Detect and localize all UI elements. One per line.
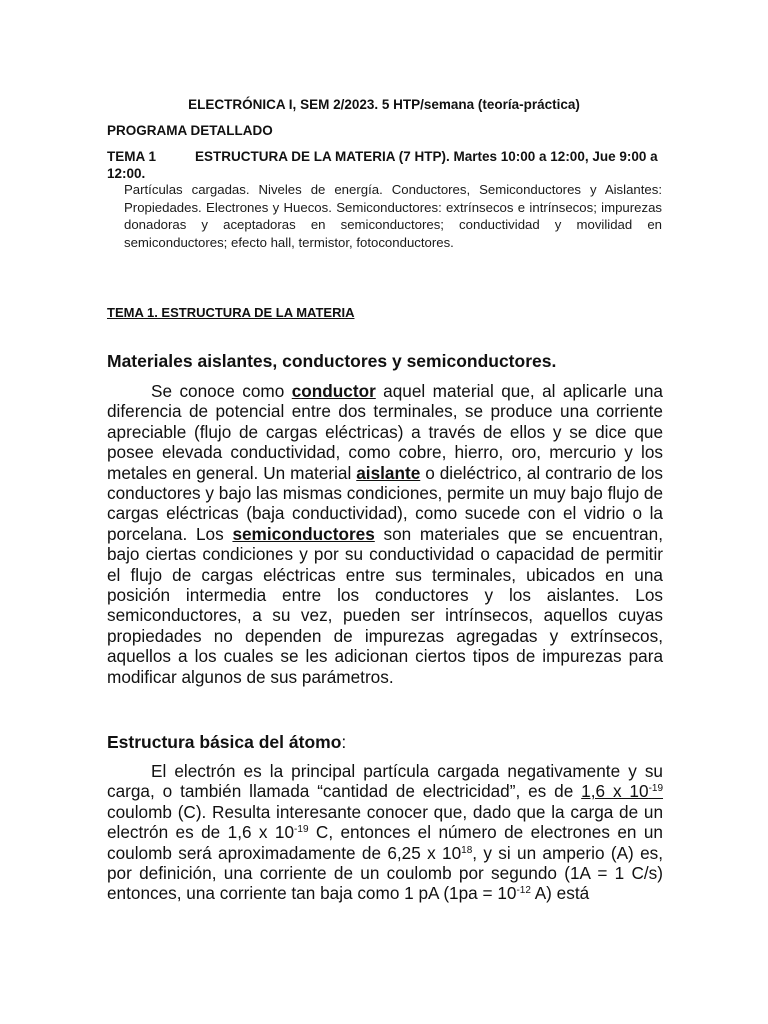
tema1-number: TEMA 1: [107, 149, 157, 164]
exponent: -19: [294, 824, 309, 836]
text-run: o dieléctrico, al contrario de los conductores y bajo las mismas condiciones, permite un muy bajo flujo de cargas eléctricas (baja conductividad), como sucede con el vidrio o la porcelana. Los: [107, 462, 664, 544]
keyword-semiconductores: semiconductores: [232, 523, 375, 544]
electron-charge-value: [581, 781, 663, 801]
keyword-aislante: aislante: [356, 462, 421, 483]
text-run: son materiales que se encuentran, bajo ciertas condiciones y por su conductividad o capacidad de permitir el flujo de cargas eléctricas entre sus terminales, ubicados en una posición intermedia entre los conductores y los aislantes. Los semiconductores, a su vez, pueden ser intrínsecos, aquellos cuyas propiedades no dependen de impurezas agregadas y extrínsecos, aquellos a los cuales se les adicionan ciertos tipos de impurezas para modificar algunos de sus parámetros.: [107, 523, 663, 687]
text-run: aquel material que, al aplicarle una diferencia de potencial entre dos terminales, se produce una corriente apreciable (flujo de cargas eléctricas) a través de ellos y se dice que posee elevada conductividad, como cobre, hierro, oro, mercurio y los metales en general. Un material: [107, 381, 663, 483]
tema1-description: Partículas cargadas. Niveles de energía. Conductores, Semiconductores y Aislantes: Propiedades. Electrones y Huecos. Semiconductores: extrínsecos e intrínsecos; impurezas donadoras y aceptadoras en semiconductores; conductividad y movilidad en semiconductores; efecto hall, termistor, fotoconductores.: [124, 182, 662, 250]
text-run: coulomb (C). Resulta interesante conocer que, dado que la carga de un electrón es de 1,6 x 10: [107, 801, 663, 843]
text-run: C, entonces el número de electrones en un coulomb será aproximadamente de 6,25 x 10: [107, 822, 663, 863]
text-run: A) está: [530, 883, 590, 904]
charge-exponent: -19: [648, 783, 664, 795]
program-label: PROGRAMA DETALLADO: [107, 123, 273, 138]
document-title: ELECTRÓNICA I, SEM 2/2023. 5 HTP/semana (teoría-práctica): [188, 97, 580, 112]
section2-paragraph: [107, 761, 663, 904]
exponent: 18: [461, 844, 473, 856]
tema1-heading: [107, 148, 663, 182]
exponent: -12: [516, 885, 531, 897]
tema1-section-title: TEMA 1. ESTRUCTURA DE LA MATERIA: [107, 305, 355, 320]
text-run: , y si un amperio (A) es, por definición, una corriente de un coulomb por segundo (1A = 1 C/s) entonces, una corriente tan baja como 1 pA (1pa = 10: [107, 842, 663, 904]
section2-heading: [107, 732, 346, 753]
keyword-conductor: conductor: [291, 381, 376, 401]
text-run: El electrón es la principal partícula cargada negativamente y su carga, o también llamada “cantidad de electricidad”, es de: [107, 761, 663, 802]
section1-heading: Materiales aislantes, conductores y semiconductores.: [107, 351, 557, 371]
charge-mantissa: 1,6 x 10: [581, 781, 649, 802]
text-run: Se conoce como: [151, 381, 292, 401]
section1-paragraph: [107, 381, 663, 687]
tema1-heading-text: ESTRUCTURA DE LA MATERIA (7 HTP). Martes 10:00 a 12:00, Jue 9:00 a 12:00.: [107, 149, 658, 181]
section2-heading-colon: :: [341, 732, 347, 752]
section2-heading-text: Estructura básica del átomo: [107, 732, 342, 752]
